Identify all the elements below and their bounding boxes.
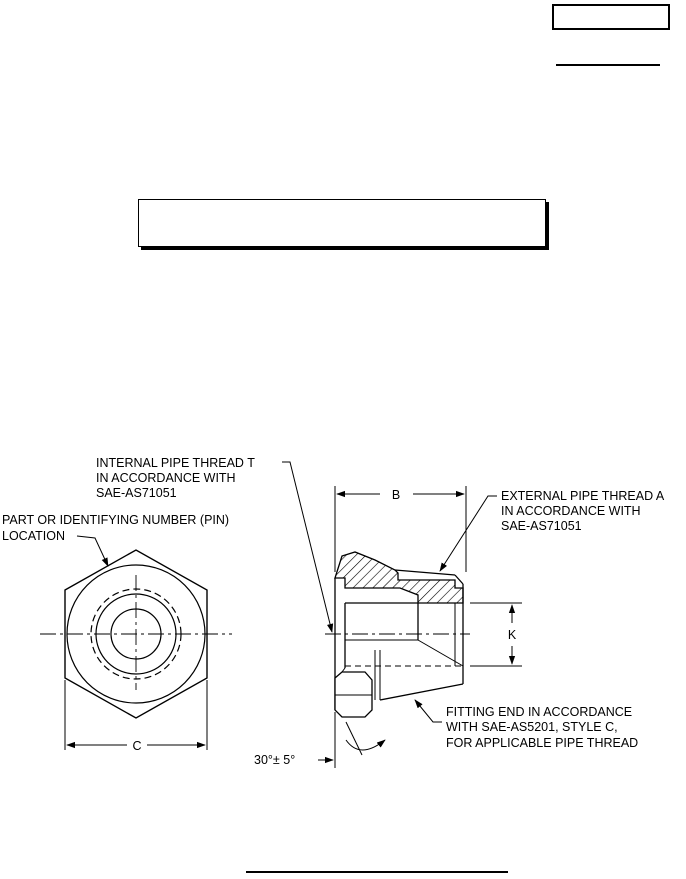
internal-thread-leader [282,462,332,632]
fitting-end-label [446,705,638,750]
angle-tolerance-label: 30°± 5° [254,753,296,767]
dimension-k-label: K [507,628,517,642]
pin-label [2,513,229,543]
external-thread-leader [440,496,497,571]
external-thread-line-2: IN ACCORDANCE WITH [501,504,641,518]
dimension-c-label: C [132,739,142,753]
end-view [40,550,232,750]
section-hatch [335,552,463,603]
internal-thread-line-2: IN ACCORDANCE WITH [96,471,236,485]
internal-thread-label [96,456,255,500]
external-thread-line-3: SAE-AS71051 [501,519,582,533]
external-thread-label [501,489,665,533]
pin-leader [77,536,108,566]
pin-line-2: LOCATION [2,529,65,543]
fitting-end-line-3: FOR APPLICABLE PIPE THREAD [446,736,639,750]
pin-line-1: PART OR IDENTIFYING NUMBER (PIN) [2,513,230,527]
dimension-b-label: B [391,488,401,502]
fitting-end-leader [415,700,442,722]
angle-arc [346,740,385,750]
internal-thread-line-3: SAE-AS71051 [96,486,177,500]
fitting-end-line-2: WITH SAE-AS5201, STYLE C, [446,720,618,734]
external-thread-line-1: EXTERNAL PIPE THREAD A [501,489,665,503]
thread-taper-top [395,570,455,575]
fitting-end-line-1: FITTING END IN ACCORDANCE [446,705,633,719]
internal-thread-line-1: INTERNAL PIPE THREAD T [96,456,255,470]
